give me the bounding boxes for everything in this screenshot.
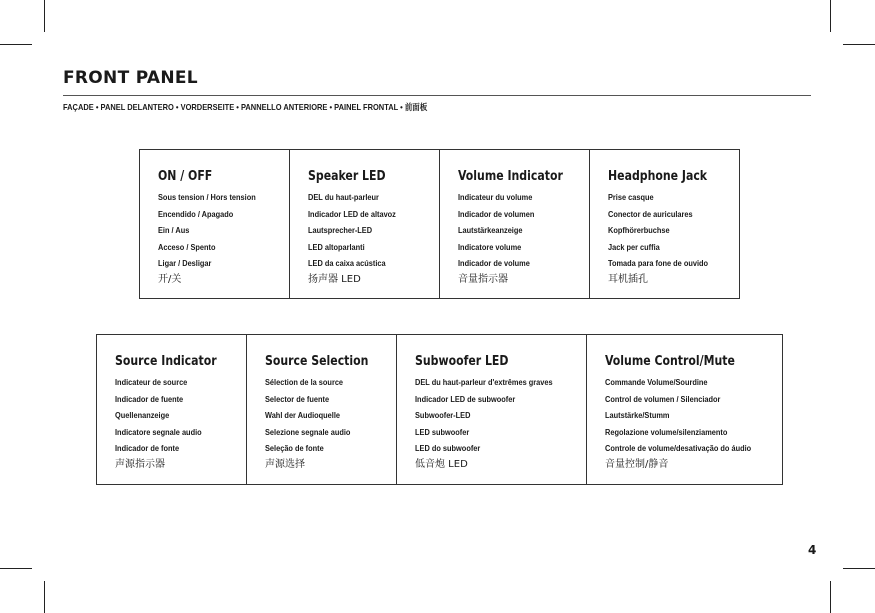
feature-title: Headphone Jack: [608, 168, 708, 184]
feature-translation: Ligar / Desligar: [158, 258, 212, 268]
feature-volume-control-mute: [587, 335, 782, 484]
feature-translation: Regolazione volume/silenziamento: [605, 426, 728, 437]
feature-translation: LED subwoofer: [415, 426, 470, 437]
feature-translation: Kopfhörerbuchse: [608, 225, 670, 235]
crop-mark: [830, 581, 831, 613]
crop-mark: [843, 44, 875, 45]
feature-translation: Sélection de la source: [265, 377, 344, 387]
feature-translation: Indicateur de source: [115, 377, 188, 387]
feature-translation: Indicador de fuente: [115, 393, 184, 404]
feature-translation: Indicatore volume: [458, 241, 522, 252]
feature-translation: Seleção de fonte: [265, 443, 324, 453]
crop-mark: [0, 44, 32, 45]
feature-translation: Lautsprecher-LED: [308, 225, 373, 235]
feature-volume-indicator: [440, 150, 590, 298]
feature-translation: Conector de auriculares: [608, 208, 693, 219]
feature-translation: Quellenanzeige: [115, 410, 170, 420]
feature-speaker-led: [290, 150, 440, 298]
feature-translation: Indicador de volumen: [458, 208, 535, 219]
feature-translation: Indicador LED de altavoz: [308, 208, 396, 219]
crop-mark: [44, 0, 45, 32]
feature-translation: 音量控制/静音: [605, 458, 669, 470]
feature-headphone-jack: [590, 150, 739, 298]
feature-subwoofer-led: [397, 335, 587, 484]
page-title: FRONT PANEL: [63, 68, 198, 88]
feature-on-off: [140, 150, 290, 298]
feature-translation: Sous tension / Hors tension: [158, 192, 256, 202]
feature-translation: Tomada para fone de ouvido: [608, 258, 709, 268]
crop-mark: [44, 581, 45, 613]
feature-title: Volume Control/Mute: [605, 353, 735, 369]
feature-title: Source Indicator: [115, 353, 217, 369]
feature-translation: Subwoofer-LED: [415, 410, 471, 420]
feature-translation: Selezione segnale audio: [265, 426, 351, 437]
feature-translation: 开/关: [158, 273, 182, 285]
feature-translation: Ein / Aus: [158, 225, 190, 235]
feature-translation: 扬声器 LED: [308, 273, 361, 285]
feature-title: Volume Indicator: [458, 168, 563, 184]
title-divider: [63, 95, 811, 96]
feature-translation: Commande Volume/Sourdine: [605, 377, 708, 387]
feature-translation: 音量指示器: [458, 273, 508, 285]
feature-translation: DEL du haut-parleur d'extrêmes graves: [415, 377, 553, 387]
feature-translation: Indicador de volume: [458, 258, 530, 268]
feature-translation: LED do subwoofer: [415, 443, 481, 453]
feature-source-selection: [247, 335, 397, 484]
feature-translation: Control de volumen / Silenciador: [605, 393, 721, 404]
feature-title: ON / OFF: [158, 168, 213, 184]
feature-translation: Controle de volume/desativação do áudio: [605, 443, 752, 453]
feature-translation: Indicador LED de subwoofer: [415, 393, 516, 404]
feature-translation: Lautstärke/Stumm: [605, 410, 670, 420]
crop-mark: [830, 0, 831, 32]
page-number: 4: [808, 543, 817, 557]
feature-translation: Lautstärkeanzeige: [458, 225, 523, 235]
feature-translation: Indicatore segnale audio: [115, 426, 202, 437]
feature-translation: 低音炮 LED: [415, 458, 468, 470]
top-feature-row: [139, 149, 740, 299]
page-subtitle: FAÇADE • PANEL DELANTERO • VORDERSEITE • PANNELLO ANTERIORE • PAINEL FRONTAL • 前面板: [63, 102, 428, 112]
feature-source-indicator: [97, 335, 247, 484]
crop-mark: [0, 568, 32, 569]
feature-title: Speaker LED: [308, 168, 386, 184]
feature-translation: Jack per cuffia: [608, 241, 660, 252]
bottom-feature-row: [96, 334, 783, 485]
feature-translation: 耳机插孔: [608, 273, 648, 285]
feature-translation: DEL du haut-parleur: [308, 192, 379, 202]
crop-mark: [843, 568, 875, 569]
feature-title: Subwoofer LED: [415, 353, 509, 369]
feature-translation: Wahl der Audioquelle: [265, 410, 341, 420]
feature-translation: Indicador de fonte: [115, 443, 180, 453]
feature-translation: LED altoparlanti: [308, 241, 365, 252]
feature-translation: Indicateur du volume: [458, 192, 533, 202]
feature-translation: Acceso / Spento: [158, 241, 216, 252]
feature-translation: Selector de fuente: [265, 393, 330, 404]
feature-translation: Prise casque: [608, 192, 654, 202]
feature-translation: Encendido / Apagado: [158, 208, 234, 219]
feature-translation: 声源选择: [265, 458, 305, 470]
feature-title: Source Selection: [265, 353, 369, 369]
feature-translation: 声源指示器: [115, 458, 165, 470]
feature-translation: LED da caixa acústica: [308, 258, 386, 268]
